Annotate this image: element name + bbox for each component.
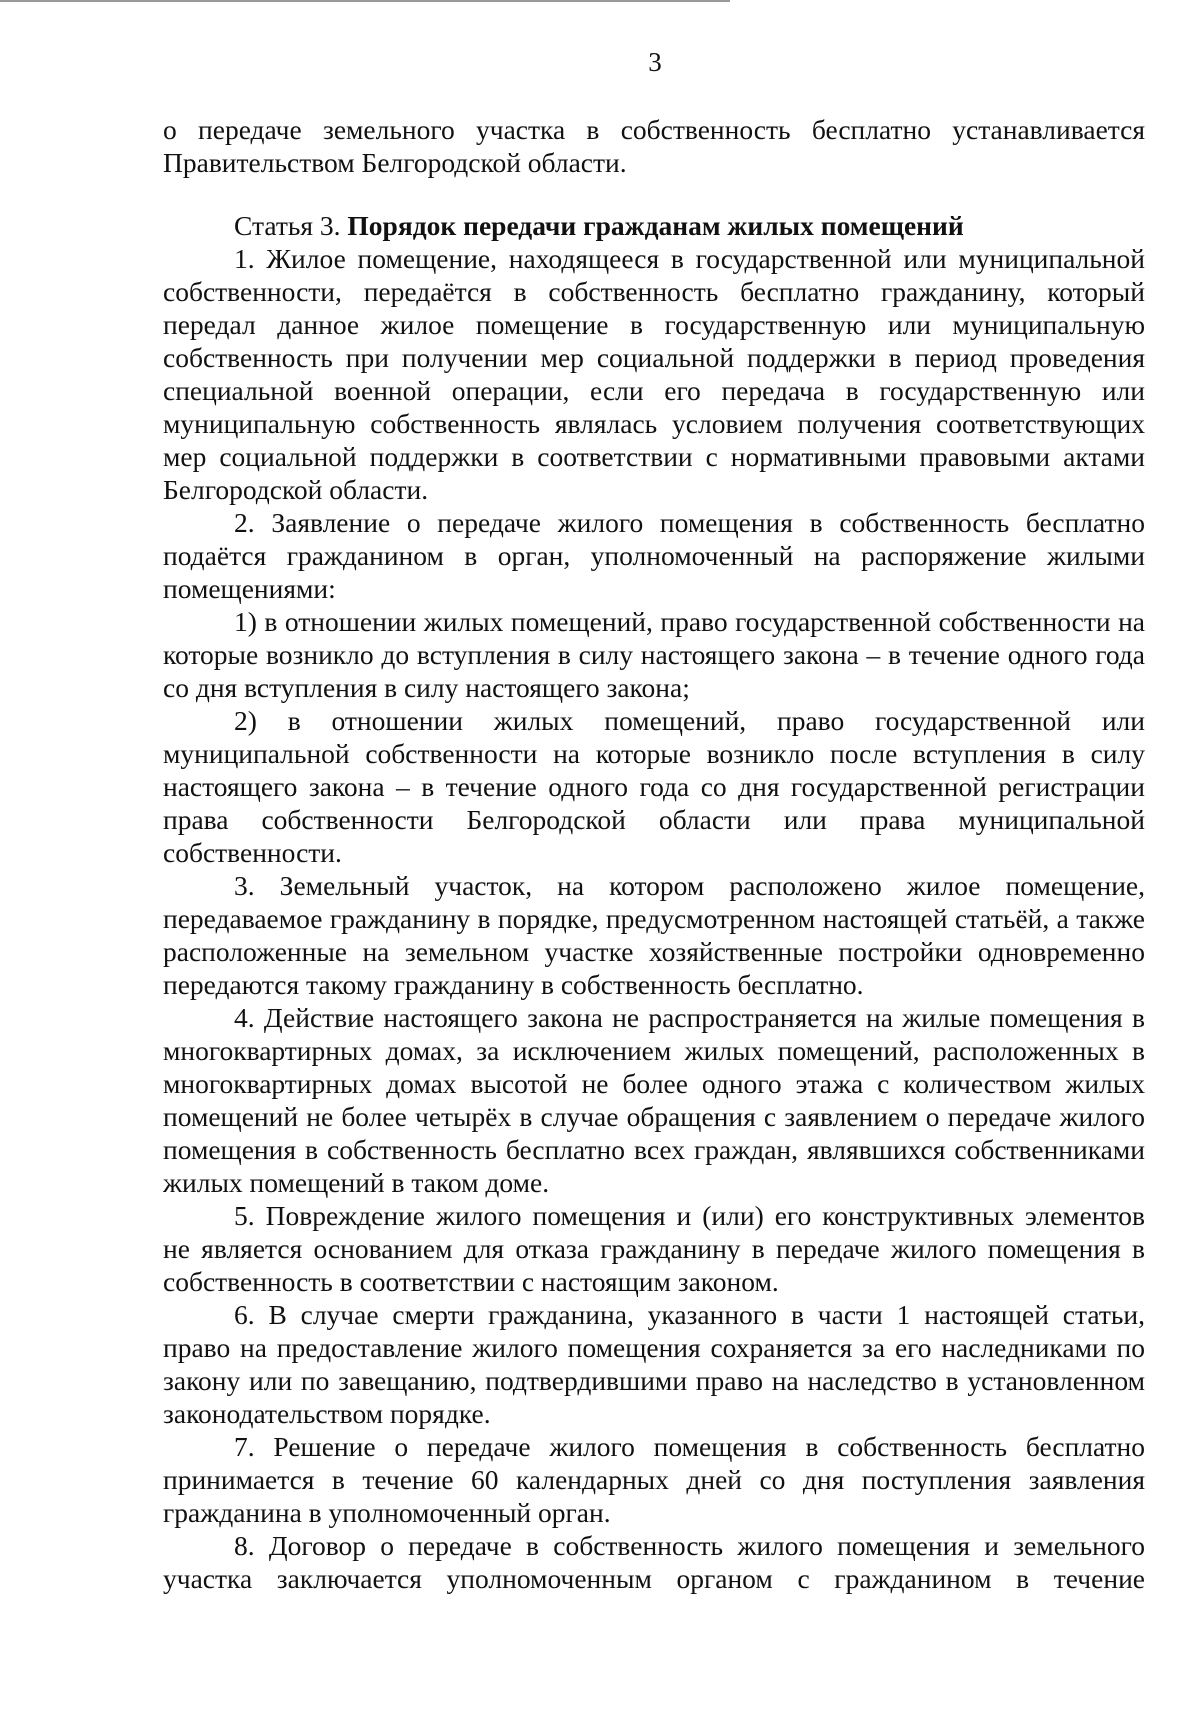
paragraph-7: 7. Решение о передаче жилого помещения в собственность бесплатно принимается в течение 60 календарных дней со дня поступления заявления гражданина в уполномоченный орган.	[163, 1431, 1145, 1528]
page-number: 3	[648, 47, 662, 77]
paragraph-5: 5. Повреждение жилого помещения и (или) его конструктивных элементов не является основанием для отказа гражданину в передаче жилого помещения в собственность в соответствии с настоящим законом.	[163, 1200, 1145, 1297]
paragraph-6: 6. В случае смерти гражданина, указанного в части 1 настоящей статьи, право на предоставление жилого помещения сохраняется за его наследниками по закону или по завещанию, подтвердившими право на наследство в установленном законодательством порядке.	[163, 1299, 1145, 1429]
paragraph-1: 1. Жилое помещение, находящееся в государственной или муниципальной собственности, передаётся в собственность бесплатно гражданину, который передал данное жилое помещение в государственную или муниципальную собственность при получении мер социальной поддержки в период проведения специальной военной операции, если его передача в государственную или муниципальную собственность являлась условием получения соответствующих мер социальной поддержки в соответствии с нормативными правовыми актами Белгородской области.	[163, 243, 1145, 505]
paragraph-2-item-1: 1) в отношении жилых помещений, право государственной собственности на которые возникло до вступления в силу настоящего закона – в течение одного года со дня вступления в силу настоящего закона;	[163, 606, 1145, 703]
paragraph-2: 2. Заявление о передаче жилого помещения в собственность бесплатно подаётся гражданином в орган, уполномоченный на распоряжение жилыми помещениями:	[163, 507, 1145, 604]
top-rule	[0, 0, 730, 2]
paragraph-3: 3. Земельный участок, на котором расположено жилое помещение, передаваемое гражданину в порядке, предусмотренном настоящей статьёй, а также расположенные на земельном участке хозяйственные постройки одновременно передаются такому гражданину в собственность бесплатно.	[163, 870, 1145, 1000]
lead-paragraph: о передаче земельного участка в собственность бесплатно устанавливается Правительством Белгородской области.	[163, 114, 1145, 178]
document-body	[163, 113, 1145, 1595]
article-title: Порядок передачи гражданам жилых помещений	[347, 210, 964, 241]
paragraph-8: 8. Договор о передаче в собственность жилого помещения и земельного участка заключается уполномоченным органом с гражданином в течение	[163, 1530, 1145, 1594]
paragraph-2-item-2: 2) в отношении жилых помещений, право государственной или муниципальной собственности на которые возникло после вступления в силу настоящего закона – в течение одного года со дня государственной регистрации права собственности Белгородской области или права муниципальной собственности.	[163, 705, 1145, 868]
article-heading	[163, 209, 1145, 242]
paragraph-4: 4. Действие настоящего закона не распространяется на жилые помещения в многоквартирных домах, за исключением жилых помещений, расположенных в многоквартирных домах высотой не более одного этажа с количеством жилых помещений не более четырёх в случае обращения с заявлением о передаче жилого помещения в собственность бесплатно всех граждан, являвшихся собственниками жилых помещений в таком доме.	[163, 1002, 1145, 1198]
article-label: Статья 3.	[234, 210, 341, 241]
